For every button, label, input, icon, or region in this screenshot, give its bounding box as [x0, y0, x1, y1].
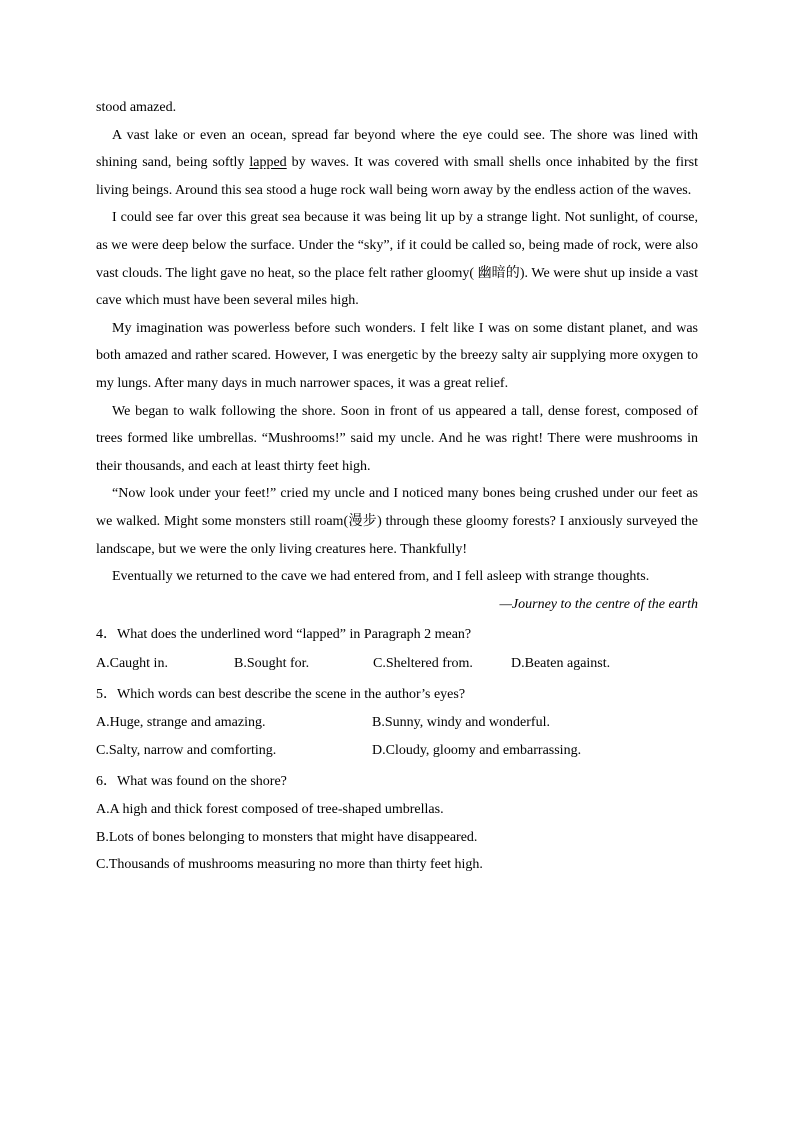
question-5-option-d: D.Cloudy, gloomy and embarrassing.	[372, 743, 582, 759]
paragraph-3: I could see far over this great sea because it was being lit up by a strange light. Not sunlight, of course, as we were deep below the surface. Under the “sky”, if it could be called so, being made of rock, were also vast clouds. The light gave no heat, so the place felt rather gloomy( 幽暗的). We were shut up inside a vast cave which must have been several miles high.	[96, 210, 698, 309]
question-4-stem: 4．What does the underlined word “lapped” in Paragraph 2 mean?	[96, 627, 472, 643]
paragraph-4: My imagination was powerless before such wonders. I felt like I was on some distant planet, and was both amazed and rather scared. However, I was energetic by the breezy salty air supplying more oxygen to my lungs. After many days in much narrower spaces, it was a great relief.	[96, 320, 698, 391]
paragraph-2-text-before: A vast lake or even an ocean, spread far beyond where the eye could see. The shore was lined with shining sand, being softly	[96, 127, 698, 171]
paragraph-7: Eventually we returned to the cave we had entered from, and I fell asleep with strange thoughts.	[112, 569, 650, 585]
question-5-option-b: B.Sunny, windy and wonderful.	[372, 715, 550, 731]
question-6-option-b: B.Lots of bones belonging to monsters that might have disappeared.	[96, 829, 478, 845]
question-6-stem: 6．What was found on the shore?	[96, 774, 287, 790]
question-5-options-row-1	[96, 709, 698, 737]
question-5-option-c: C.Salty, narrow and comforting.	[96, 743, 277, 759]
paragraph-2	[96, 122, 698, 205]
passage-content	[96, 94, 698, 879]
question-5-options-row-2	[96, 737, 698, 765]
question-4-option-b: B.Sought for.	[234, 656, 310, 672]
question-6-option-c: C.Thousands of mushrooms measuring no more than thirty feet high.	[96, 857, 483, 873]
question-4-options	[96, 649, 698, 678]
paragraph-6: “Now look under your feet!” cried my uncle and I noticed many bones being crushed under our feet as we walked. Might some monsters still roam(漫步) through these gloomy forests? I anxiously surveyed the landscape, but we were the only living creatures here. Thankfully!	[96, 486, 698, 557]
question-4-option-c: C.Sheltered from.	[373, 656, 473, 672]
paragraph-5: We began to walk following the shore. Soon in front of us appeared a tall, dense forest, composed of trees formed like umbrellas. “Mushrooms!” said my uncle. And he was right! There were mushrooms in their thousands, and each at least thirty feet high.	[96, 403, 698, 474]
question-5-stem: 5．Which words can best describe the scene in the author’s eyes?	[96, 687, 466, 703]
question-4-option-a: A.Caught in.	[96, 656, 168, 672]
paragraph-continuation: stood amazed.	[96, 100, 177, 115]
underlined-word-lapped: lapped	[249, 155, 287, 171]
question-5-option-a: A.Huge, strange and amazing.	[96, 715, 266, 731]
question-4-option-d: D.Beaten against.	[511, 656, 611, 672]
source-attribution: —Journey to the centre of the earth	[499, 596, 698, 612]
paragraph-2-text-after: by waves. It was covered with small shells once inhabited by the first living beings. Around this sea stood a huge rock wall being worn away by the endless action of the waves.	[96, 155, 698, 198]
question-6-option-a: A.A high and thick forest composed of tree-shaped umbrellas.	[96, 802, 444, 818]
